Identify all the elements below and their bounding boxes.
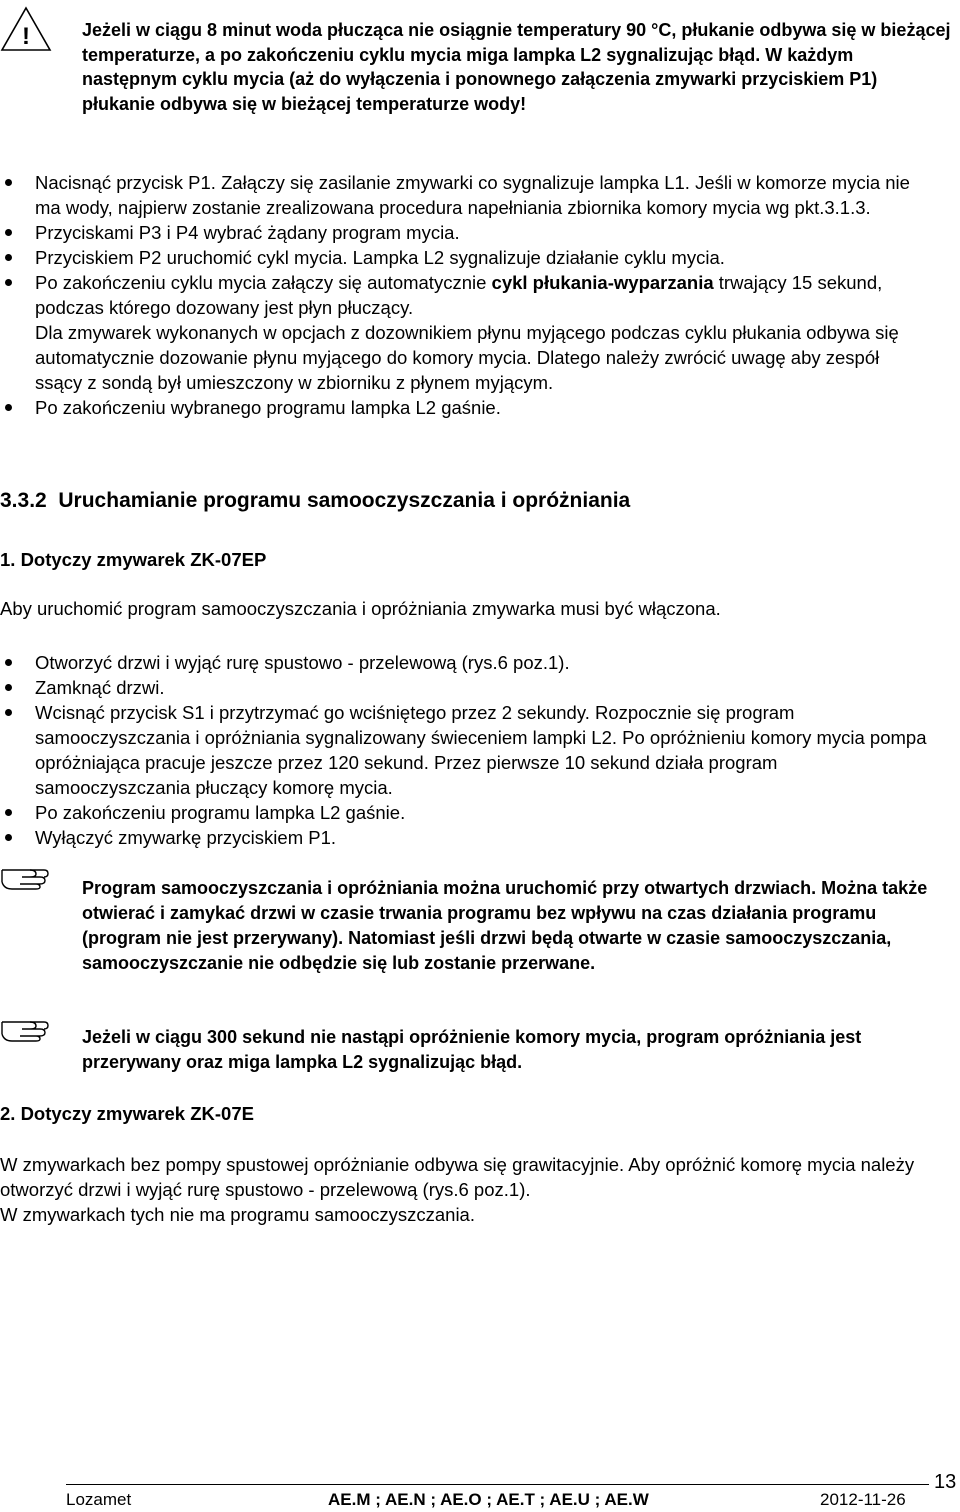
bullet-icon [5, 809, 12, 816]
list-item: Otworzyć drzwi i wyjąć rurę spustowo - przelewową (rys.6 poz.1). [0, 650, 930, 675]
subheading-zk07ep: 1. Dotyczy zmywarek ZK-07EP [0, 549, 267, 570]
footer-date: 2012-11-26 [820, 1490, 906, 1509]
list-item-continuation: Dla zmywarek wykonanych w opcjach z dozownikiem płynu myjącego podczas cyklu płukania odbywa się automatycznie dozowanie płynu myjącego do komory mycia. Dlatego należy zwrócić uwagę aby zespół ssący z sondą był umieszczony w zbiorniku z płynem myjącym. [35, 322, 899, 393]
list-item: Po zakończeniu wybranego programu lampka L2 gaśnie. [0, 395, 930, 420]
list-item: Po zakończeniu programu lampka L2 gaśnie. [0, 800, 930, 825]
footer-rule [66, 1484, 929, 1485]
footer-company: Lozamet [66, 1490, 132, 1509]
bullet-icon [5, 709, 12, 716]
section-heading [0, 488, 630, 513]
list-item: Nacisnąć przycisk P1. Załączy się zasilanie zmywarki co sygnalizuje lampka L1. Jeśli w komorze mycia nie ma wody, najpierw zostanie zrealizowana procedura napełniania zbiornika komory mycia wg pkt.3.1.3. [0, 170, 930, 220]
bullet-icon [5, 659, 12, 666]
footer-models: AE.M ; AE.N ; AE.O ; AE.T ; AE.U ; AE.W [328, 1490, 649, 1509]
note-open-doors: Program samooczyszczania i opróżniania można uruchomić przy otwartych drzwiach. Można także otwierać i zamykać drzwi w czasie trwania programu bez wpływu na czas działania programu (program nie jest przerywany). Natomiast jeśli drzwi będą otwarte w czasie samooczyszczania, samooczyszczanie nie odbędzie się lub zostanie przerwane. [82, 878, 928, 973]
bullet-icon [5, 279, 12, 286]
pointing-hand-icon [0, 1012, 52, 1052]
paragraph: Aby uruchomić program samooczyszczania i opróżniania zmywarka musi być włączona. [0, 598, 721, 619]
list-item: Wyłączyć zmywarkę przyciskiem P1. [0, 825, 930, 850]
list-item: Po zakończeniu cyklu mycia załączy się automatycznie cykl płukania-wyparzania trwający 15 sekund, podczas którego dozowany jest płyn płuczący. [0, 270, 930, 320]
bullet-icon [5, 254, 12, 261]
warning-text: Jeżeli w ciągu 8 minut woda płucząca nie osiągnie temperatury 90 °C, płukanie odbywa się w bieżącej temperaturze, a po zakończeniu cyklu mycia miga lampka L2 sygnalizując błąd. W każdym następnym cyklu mycia (aż do wyłączenia i ponownego załączenia zmywarki przyciskiem P1) płukanie odbywa się w bieżącej temperaturze wody! [82, 20, 951, 114]
warning-triangle-icon [0, 6, 52, 52]
section-title: Uruchamianie programu samooczyszczania i opróżniania [58, 489, 631, 512]
list-item: Przyciskiem P2 uruchomić cykl mycia. Lampka L2 sygnalizuje działanie cyklu mycia. [0, 245, 930, 270]
list-item: Wcisnąć przycisk S1 i przytrzymać go wciśniętego przez 2 sekundy. Rozpocznie się program samooczyszczania i opróżniania sygnalizowany świeceniem lampki L2. Po opróżnieniu komory mycia pompa opróżniająca pracuje jeszcze przez 120 sekund. Przez pierwsze 10 sekund działa program samooczyszczania płuczący komorę mycia. [0, 700, 930, 800]
subheading-zk07e: 2. Dotyczy zmywarek ZK-07E [0, 1103, 254, 1124]
bullet-icon [5, 179, 12, 186]
bold-term: cykl płukania-wyparzania [491, 272, 714, 293]
bullet-icon [5, 229, 12, 236]
bullet-icon [5, 684, 12, 691]
list-item: Zamknąć drzwi. [0, 675, 930, 700]
section-number: 3.3.2 [0, 489, 47, 512]
self-cleaning-steps-list [0, 650, 930, 850]
page-number: 13 [934, 1471, 957, 1493]
bullet-icon [5, 404, 12, 411]
note-timeout-error: Jeżeli w ciągu 300 sekund nie nastąpi opróżnienie komory mycia, program opróżniania jest przerywany oraz miga lampka L2 sygnalizując błąd. [82, 1027, 862, 1072]
list-item: Przyciskami P3 i P4 wybrać żądany program mycia. [0, 220, 930, 245]
pointing-hand-icon [0, 860, 52, 900]
operation-steps-list [0, 170, 930, 420]
bullet-icon [5, 834, 12, 841]
paragraph-gravity-drain: W zmywarkach bez pompy spustowej opróżnianie odbywa się grawitacyjnie. Aby opróżnić komorę mycia należy otworzyć drzwi i wyjąć rurę spustowo - przelewową (rys.6 poz.1). W zmywarkach tych nie ma programu samooczyszczania. [0, 1154, 915, 1225]
svg-text:!: ! [22, 23, 30, 50]
